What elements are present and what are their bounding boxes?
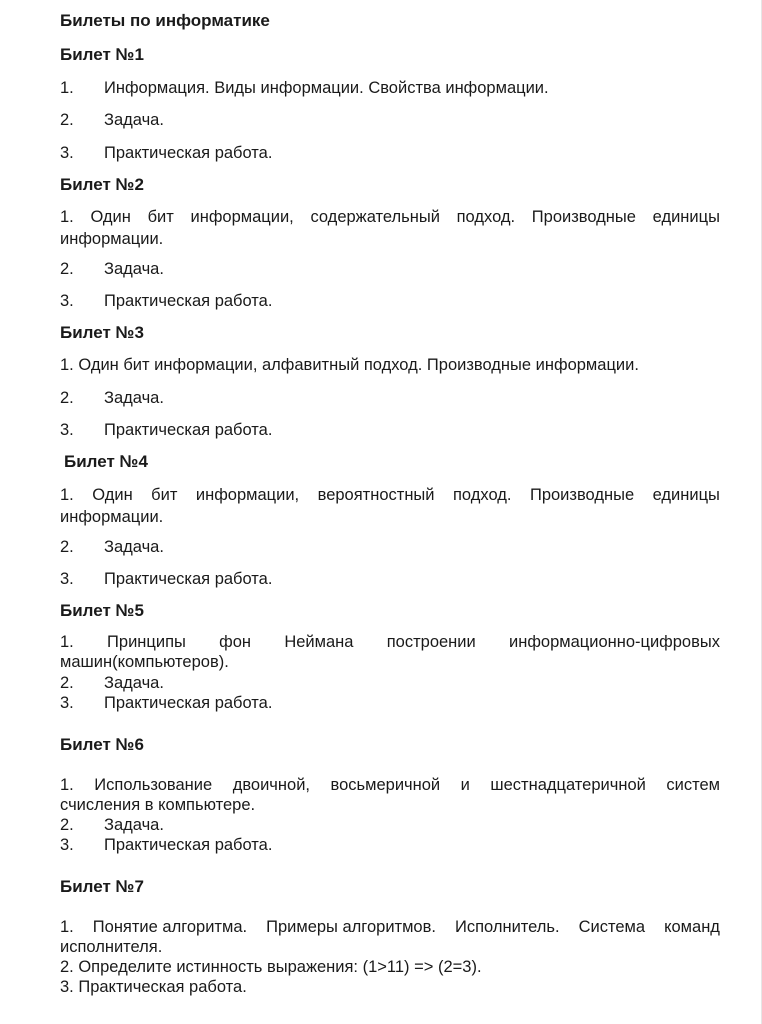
paragraph-second-line: информации. [60,230,164,248]
word: единицы [652,208,720,226]
word: информации, [190,208,294,226]
item-text: Практическая работа. [104,292,273,310]
ticket-7-item-3 [60,978,720,997]
word: 1. [60,486,74,504]
ticket-5-heading: Билет №5 [60,601,144,620]
item-text: Задача. [104,389,164,407]
item-text: Задача. [104,538,164,556]
ticket-2-heading: Билет №2 [60,175,144,194]
item-number: 3. [60,694,74,712]
word: содержательный [310,208,440,226]
item-text: Практическая работа. [104,570,273,588]
word: Система [578,918,646,936]
paragraph-first-line [60,484,720,506]
word: 1. [60,633,74,651]
word: команд [664,918,720,936]
word: Один [92,486,133,504]
ticket-3-item-2 [60,389,720,408]
paragraph-first-line [60,206,720,228]
word: вероятностный [317,486,435,504]
word: шестнадцатеричной [490,776,646,794]
item-number: 3. [60,144,74,162]
item-number: 3. [60,836,74,854]
ticket-2-item-3 [60,292,720,311]
item-number: 2. [60,538,74,556]
word: Использование [94,776,213,794]
word: Один [90,208,131,226]
item-number: 1. [60,79,74,97]
item-text: 1. Один бит информации, алфавитный подход. Производные информации. [60,356,639,374]
word: систем [666,776,720,794]
word: бит [147,208,174,226]
item-number: 2. [60,111,74,129]
ticket-7-item-2 [60,958,720,977]
word: двоичной, [232,776,310,794]
word: восьмеричной [330,776,441,794]
word: информационно-цифровых [509,633,720,651]
word: Принципы [107,633,186,651]
word: 1. [60,918,74,936]
item-number: 2. [60,389,74,407]
item-text: Практическая работа. [104,144,273,162]
word: единицы [652,486,720,504]
item-text: Задача. [104,816,164,834]
word: Исполнитель. [454,918,560,936]
item-text: Практическая работа. [104,836,273,854]
ticket-3-heading: Билет №3 [60,323,144,342]
word: фон [219,633,252,651]
ticket-4-item-3 [60,570,720,589]
item-number: 2. [60,260,74,278]
item-number: 2. [60,816,74,834]
word: Производные [531,208,636,226]
paragraph-first-line [60,917,720,937]
word: информации, [195,486,300,504]
ticket-1-item-3 [60,144,720,163]
item-number: 3. [60,292,74,310]
ticket-5-item-3 [60,694,720,713]
item-number: 3. [60,570,74,588]
paragraph-first-line [60,775,720,795]
ticket-2-item-2 [60,260,720,279]
item-text: 3. Практическая работа. [60,978,247,996]
item-text: Задача. [104,260,164,278]
item-text: Практическая работа. [104,421,273,439]
paragraph-second-line: счисления в компьютере. [60,796,256,814]
word: Производные [529,486,635,504]
word: подход. [453,486,512,504]
ticket-4-item-2 [60,538,720,557]
word: 1. [60,208,74,226]
document-title: Билеты по информатике [60,11,270,30]
ticket-2-item-1 [60,206,720,250]
ticket-1-heading: Билет №1 [60,45,144,64]
word: Примеры алгоритмов. [266,918,436,936]
ticket-5-item-2 [60,674,720,693]
item-text: Практическая работа. [104,694,273,712]
word: бит [151,486,178,504]
item-text: Задача. [104,674,164,692]
word: Неймана [284,633,354,651]
paragraph-first-line [60,632,720,652]
ticket-4-heading: Билет №4 [64,452,148,471]
word: построении [386,633,476,651]
word: 1. [60,776,74,794]
item-text: Информация. Виды информации. Свойства информации. [104,79,549,97]
item-number: 3. [60,421,74,439]
word: и [460,776,470,794]
paragraph-second-line: исполнителя. [60,938,163,956]
word: подход. [456,208,516,226]
paragraph-second-line: информации. [60,508,164,526]
ticket-1-item-1 [60,79,720,98]
ticket-7-item-1 [60,917,720,957]
item-text: 2. Определите истинность выражения: (1>11) => (2=3). [60,958,482,976]
ticket-3-item-3 [60,421,720,440]
ticket-4-item-1 [60,484,720,528]
word: Понятие алгоритма. [92,918,248,936]
ticket-6-item-1 [60,775,720,815]
paragraph-second-line: машин(компьютеров). [60,653,229,671]
ticket-1-item-2 [60,111,720,130]
ticket-6-heading: Билет №6 [60,735,144,754]
ticket-7-heading: Билет №7 [60,877,144,896]
ticket-6-item-2 [60,816,720,835]
item-text: Задача. [104,111,164,129]
ticket-6-item-3 [60,836,720,855]
item-number: 2. [60,674,74,692]
ticket-3-item-1 [60,356,720,375]
ticket-5-item-1 [60,632,720,672]
